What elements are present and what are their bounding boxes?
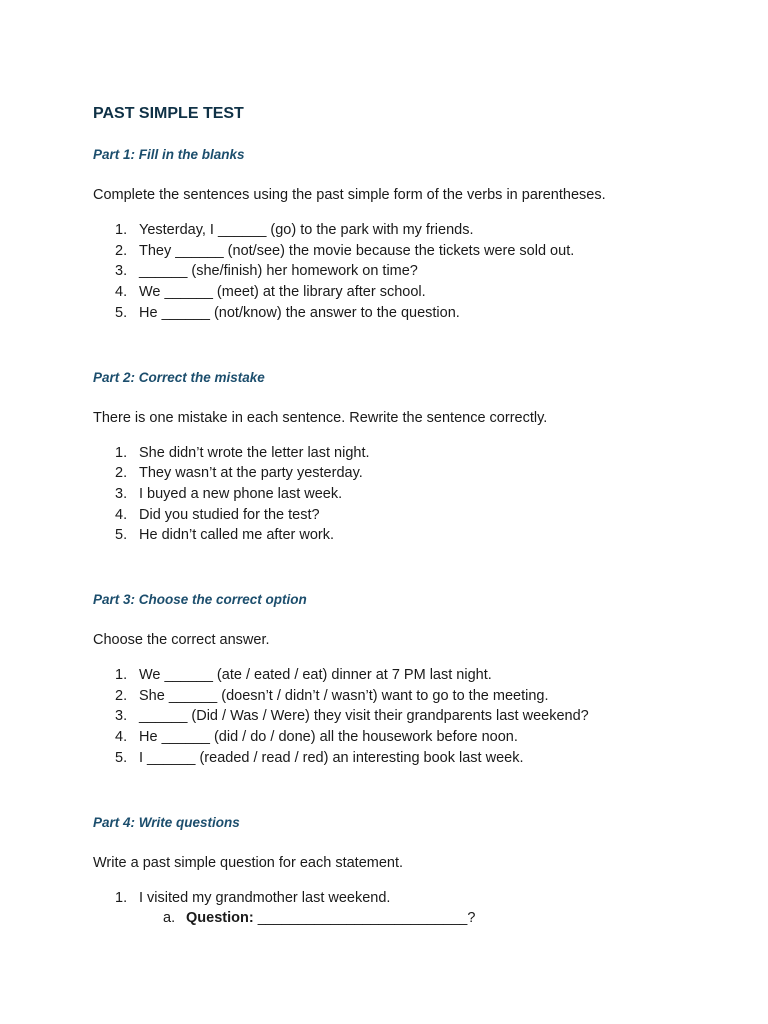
- part-2-list: [93, 443, 713, 547]
- item-text: Yesterday, I ______ (go) to the park with my friends.: [139, 222, 474, 238]
- part-4: [93, 814, 713, 929]
- item-text: ______ (Did / Was / Were) they visit their grandparents last weekend?: [139, 708, 589, 725]
- list-item: 5. He didn’t called me after work.: [115, 527, 335, 544]
- part-4-list: [93, 888, 713, 909]
- list-item: 2. She ______ (doesn’t / didn’t / wasn’t) want to go to the meeting.: [115, 687, 549, 704]
- list-item: 1. Yesterday, I ______ (go) to the park with my friends.: [115, 222, 474, 238]
- document-content: [93, 104, 713, 929]
- list-item: 3. ______ (Did / Was / Were) they visit their grandparents last weekend?: [115, 708, 589, 725]
- list-item: 4. He ______ (did / do / done) all the housework before noon.: [115, 729, 518, 746]
- item-text: I buyed a new phone last week.: [139, 485, 343, 502]
- part-3-list: [93, 665, 713, 769]
- item-text: She ______ (doesn’t / didn’t / wasn’t) want to go to the meeting.: [139, 687, 549, 704]
- list-item: 1. I visited my grandmother last weekend.: [115, 889, 391, 906]
- item-text: I ______ (readed / read / red) an interesting book last week.: [139, 749, 524, 766]
- item-text: He ______ (did / do / done) all the housework before noon.: [139, 729, 518, 746]
- part-3-instruction: Choose the correct answer.: [93, 632, 270, 649]
- part-2: [93, 369, 713, 547]
- part-2-instruction: There is one mistake in each sentence. Rewrite the sentence correctly.: [93, 409, 548, 426]
- part-1-instruction: Complete the sentences using the past simple form of the verbs in parentheses.: [93, 187, 606, 203]
- item-text: I visited my grandmother last weekend.: [139, 889, 391, 906]
- list-item: 2. They wasn’t at the party yesterday.: [115, 465, 363, 482]
- list-item: 2. They ______ (not/see) the movie because the tickets were sold out.: [115, 242, 575, 259]
- list-item: 4. We ______ (meet) at the library after school.: [115, 284, 426, 301]
- item-text: He didn’t called me after work.: [139, 527, 335, 544]
- list-item: 3. I buyed a new phone last week.: [115, 485, 343, 502]
- item-text: They ______ (not/see) the movie because the tickets were sold out.: [139, 242, 575, 259]
- list-item: 1. We ______ (ate / eated / eat) dinner at 7 PM last night.: [115, 667, 492, 684]
- part-3-heading: Part 3: Choose the correct option: [93, 592, 307, 608]
- part-1-list: [93, 220, 713, 324]
- question-label: Question:: [186, 910, 254, 927]
- part-1-heading: Part 1: Fill in the blanks: [93, 147, 245, 162]
- list-item: 1. She didn’t wrote the letter last night.: [115, 444, 370, 461]
- part-1: [93, 146, 713, 324]
- item-text: Did you studied for the test?: [139, 506, 320, 523]
- part-3: [93, 591, 713, 769]
- item-text: They wasn’t at the party yesterday.: [139, 465, 363, 482]
- item-text: She didn’t wrote the letter last night.: [139, 444, 370, 461]
- list-item: 3. ______ (she/finish) her homework on time?: [115, 263, 418, 280]
- item-text: ______ (she/finish) her homework on time?: [139, 263, 418, 280]
- item-text: He ______ (not/know) the answer to the question.: [139, 304, 460, 321]
- list-item: 4. Did you studied for the test?: [115, 506, 320, 523]
- page-title: PAST SIMPLE TEST: [93, 105, 244, 122]
- list-item: 5. He ______ (not/know) the answer to the question.: [115, 304, 460, 321]
- list-item: 5. I ______ (readed / read / red) an interesting book last week.: [115, 749, 524, 766]
- part-4-instruction: Write a past simple question for each statement.: [93, 854, 404, 871]
- part-4-heading: Part 4: Write questions: [93, 814, 240, 830]
- question-answer-blank: __________________________?: [253, 910, 476, 927]
- item-text: We ______ (meet) at the library after school.: [139, 284, 426, 301]
- question-sub-item: [93, 908, 713, 929]
- item-text: We ______ (ate / eated / eat) dinner at 7 PM last night.: [139, 667, 492, 684]
- part-2-heading: Part 2: Correct the mistake: [93, 369, 265, 385]
- sub-item-letter: a.: [163, 910, 176, 927]
